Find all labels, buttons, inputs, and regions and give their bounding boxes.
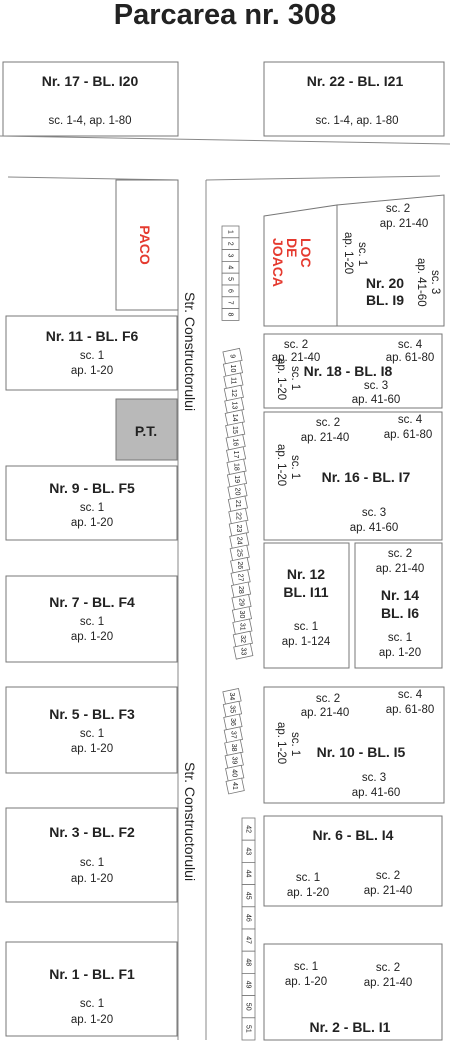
- block-ap: ap. 21-40: [271, 352, 321, 364]
- block-sc: sc. 3: [429, 270, 441, 295]
- parking-spot-label: 39: [230, 756, 238, 765]
- parking-spot-48[interactable]: [242, 951, 255, 973]
- parking-spot-label: 11: [229, 377, 237, 385]
- block-nr-14[interactable]: [355, 543, 442, 668]
- block-name: Nr. 1 - BL. F1: [49, 966, 135, 982]
- block-name: Nr. 12: [286, 566, 326, 582]
- block-name: Nr. 2 - BL. I1: [309, 1019, 391, 1035]
- parking-spot-1[interactable]: [222, 226, 239, 238]
- block-sc: sc. 1: [289, 455, 301, 480]
- parking-spot-45[interactable]: [242, 885, 255, 907]
- parking-spot-label: 18: [232, 462, 240, 471]
- block-ap: ap. 1-124: [281, 636, 331, 648]
- parking-spot-label: 22: [234, 512, 242, 520]
- block-nr-22[interactable]: [264, 62, 444, 136]
- block-ap: ap. 21-40: [300, 707, 350, 719]
- parking-spot-label: 28: [237, 585, 245, 594]
- block-sc: sc. 2: [375, 962, 401, 974]
- block-sc: sc. 1: [79, 350, 105, 362]
- parking-spot-2[interactable]: [222, 238, 239, 250]
- block-ap: ap. 1-20: [70, 743, 114, 755]
- parking-spot-label: 41: [231, 782, 239, 790]
- parking-spot-51[interactable]: [242, 1018, 255, 1040]
- block-ap: ap. 21-40: [379, 218, 429, 230]
- block-ap: ap. 21-40: [363, 885, 413, 897]
- block-ap: ap. 1-20: [275, 444, 287, 487]
- playground-label-3: JOACA: [270, 238, 286, 288]
- parking-spot-label: 31: [238, 622, 246, 631]
- block-ap: ap. 1-20: [378, 647, 422, 659]
- parking-spot-label: 45: [244, 891, 252, 900]
- parking-spot-6[interactable]: [222, 285, 239, 297]
- block-nr-18[interactable]: [264, 334, 442, 408]
- block-ap: ap. 41-60: [351, 394, 401, 406]
- parking-spot-label: 38: [229, 743, 237, 752]
- parking-spot-43[interactable]: [242, 840, 255, 862]
- block-sc: sc. 1: [79, 857, 105, 869]
- block-ap: ap. 1-20: [70, 365, 114, 377]
- block-nr-10[interactable]: [264, 687, 444, 803]
- block-nr-9[interactable]: [6, 466, 177, 540]
- parking-spot-label: 16: [231, 438, 239, 447]
- parking-spot-label: 49: [244, 980, 252, 989]
- parking-spot-label: 32: [238, 635, 246, 643]
- block-name: Nr. 22 - BL. I21: [306, 73, 404, 89]
- block-name: Nr. 11 - BL. F6: [45, 328, 139, 344]
- block-ap: ap. 61-80: [385, 704, 435, 716]
- power-station[interactable]: [116, 399, 177, 460]
- parking-spot-8[interactable]: [222, 309, 239, 321]
- parking-spot-label: 37: [229, 730, 237, 739]
- parking-spot-label: 19: [233, 475, 240, 484]
- block-name: Nr. 20: [365, 275, 405, 291]
- block-sc: sc. 2: [385, 203, 411, 215]
- block-ap: ap. 1-20: [284, 976, 328, 988]
- block-sc: sc. 1: [79, 998, 105, 1010]
- parking-spot-label: 5: [226, 277, 234, 282]
- block-name: Nr. 18 - BL. I8: [303, 363, 393, 379]
- parking-spot-label: 29: [237, 598, 245, 607]
- block-sc: sc. 4: [397, 689, 423, 701]
- parking-spot-label: 17: [232, 450, 240, 459]
- block-sc: sc. 1: [356, 242, 368, 267]
- parking-spot-label: 9: [228, 354, 236, 359]
- paco-label: PACO: [137, 225, 153, 265]
- block-name: BL. I9: [365, 292, 405, 308]
- block-nr-20[interactable]: [337, 195, 444, 326]
- parking-spot-label: 15: [231, 426, 239, 434]
- block-sc: sc. 3: [363, 380, 389, 392]
- block-ap: ap. 21-40: [363, 977, 413, 989]
- block-sc: sc. 1: [387, 632, 413, 644]
- parking-spot-label: 24: [235, 536, 243, 545]
- block-sc: sc. 1: [293, 621, 319, 633]
- parking-spots: [222, 226, 255, 1040]
- street-label-bottom: Str. Constructorului: [182, 762, 198, 882]
- pt-label: P.T.: [134, 423, 158, 439]
- parking-spot-41[interactable]: [226, 778, 244, 794]
- block-ap: ap. 41-60: [349, 522, 399, 534]
- block-sc: sc. 4: [397, 339, 423, 351]
- block-name: Nr. 14: [380, 587, 420, 603]
- parking-spot-label: 51: [244, 1025, 252, 1033]
- street-label-top: Str. Constructorului: [182, 292, 198, 412]
- block-sc: sc. 2: [283, 339, 309, 351]
- block-sc: sc. 4: [397, 414, 423, 426]
- parking-spot-label: 10: [228, 364, 236, 373]
- block-nr-3[interactable]: [6, 808, 177, 902]
- block-sc: sc. 1: [79, 616, 105, 628]
- block-sc: sc. 2: [315, 417, 341, 429]
- page-title: Parcarea nr. 308: [113, 0, 337, 31]
- parking-spot-44[interactable]: [242, 862, 255, 884]
- parking-spot-label: 42: [244, 825, 252, 833]
- parking-spot-label: 47: [244, 936, 252, 944]
- parking-spot-42[interactable]: [242, 818, 255, 840]
- block-name: Nr. 9 - BL. F5: [49, 480, 135, 496]
- block-name: Nr. 17 - BL. I20: [41, 73, 139, 89]
- block-name: Nr. 16 - BL. I7: [321, 469, 411, 485]
- block-nr-2[interactable]: [264, 944, 442, 1040]
- parking-spot-label: 43: [244, 847, 252, 856]
- block-ap: ap. 41-60: [415, 258, 427, 307]
- parking-spot-label: 26: [236, 561, 244, 570]
- block-nr-11[interactable]: [6, 316, 177, 390]
- parking-spot-label: 46: [244, 914, 252, 922]
- block-sc: sc. 2: [387, 548, 413, 560]
- block-name: BL. I11: [283, 584, 329, 600]
- block-ap: ap. 1-20: [342, 232, 354, 275]
- block-nr-17[interactable]: [3, 62, 178, 136]
- parking-spot-47[interactable]: [242, 929, 255, 951]
- block-sc: sc. 1: [289, 732, 301, 757]
- block-info: sc. 1-4, ap. 1-80: [48, 115, 132, 127]
- block-ap: ap. 1-20: [70, 631, 114, 643]
- parking-spot-label: 40: [230, 769, 238, 778]
- block-ap: ap. 61-80: [385, 352, 435, 364]
- block-name: BL. I6: [380, 605, 420, 621]
- playground-label-2: DE: [284, 238, 300, 258]
- parking-spot-label: 23: [234, 524, 242, 533]
- block-name: Nr. 3 - BL. F2: [49, 824, 135, 840]
- parking-spot-label: 36: [228, 718, 236, 726]
- block-sc: sc. 1: [293, 961, 319, 973]
- parking-spot-label: 48: [244, 958, 252, 967]
- parking-spot-label: 7: [226, 300, 234, 305]
- parking-spot-3[interactable]: [222, 250, 239, 262]
- road-line-top: [0, 136, 450, 144]
- block-ap: ap. 21-40: [300, 432, 350, 444]
- block-ap: ap. 1-20: [70, 1014, 114, 1026]
- parking-spot-label: 30: [237, 610, 245, 619]
- parking-spot-label: 8: [226, 312, 234, 317]
- parking-spot-label: 1: [226, 229, 234, 234]
- road-line-right: [206, 176, 440, 180]
- parking-spot-50[interactable]: [242, 996, 255, 1018]
- block-nr-7[interactable]: [6, 576, 177, 662]
- parking-spot-7[interactable]: [222, 297, 239, 309]
- block-name: Nr. 5 - BL. F3: [49, 706, 135, 722]
- parking-spot-label: 34: [228, 692, 235, 701]
- block-name: Nr. 7 - BL. F4: [49, 594, 135, 610]
- block-nr-5[interactable]: [6, 687, 177, 773]
- block-ap: ap. 1-20: [286, 887, 330, 899]
- parking-spot-49[interactable]: [242, 973, 255, 995]
- parking-spot-label: 13: [230, 401, 238, 410]
- block-ap: ap. 1-20: [70, 873, 114, 885]
- parking-spot-label: 25: [235, 549, 243, 557]
- block-sc: sc. 3: [361, 772, 387, 784]
- playground-label-1: LOC: [298, 238, 314, 268]
- parking-spot-label: 6: [226, 288, 234, 293]
- block-sc: sc. 2: [375, 870, 401, 882]
- parking-spot-label: 27: [236, 573, 244, 582]
- block-sc: sc. 2: [315, 693, 341, 705]
- parking-spot-label: 14: [230, 413, 238, 422]
- block-ap: ap. 1-20: [275, 722, 287, 765]
- block-nr-6[interactable]: [264, 816, 442, 906]
- parking-spot-label: 2: [226, 241, 234, 246]
- block-nr-16[interactable]: [264, 412, 442, 540]
- block-ap: ap. 21-40: [375, 563, 425, 575]
- paco-kiosk[interactable]: [116, 180, 178, 310]
- block-sc: sc. 1: [79, 728, 105, 740]
- block-ap: ap. 1-20: [70, 517, 114, 529]
- parking-spot-label: 12: [229, 389, 237, 397]
- block-ap: ap. 1-20: [275, 358, 287, 401]
- block-name: Nr. 6 - BL. I4: [312, 827, 394, 843]
- block-name: Nr. 10 - BL. I5: [316, 744, 406, 760]
- playground[interactable]: [264, 205, 337, 326]
- block-sc: sc. 1: [295, 872, 321, 884]
- parking-spot-label: 3: [226, 253, 234, 258]
- parking-spot-4[interactable]: [222, 261, 239, 273]
- parking-spot-label: 4: [226, 265, 234, 270]
- block-nr-12[interactable]: [264, 543, 349, 668]
- block-sc: sc. 1: [79, 502, 105, 514]
- block-ap: ap. 41-60: [351, 787, 401, 799]
- parking-spot-5[interactable]: [222, 273, 239, 285]
- block-ap: ap. 61-80: [383, 429, 433, 441]
- parking-spot-label: 20: [233, 487, 241, 496]
- block-sc: sc. 1: [289, 366, 301, 391]
- block-sc: sc. 3: [361, 507, 387, 519]
- parking-spot-label: 44: [244, 869, 252, 878]
- parking-spot-46[interactable]: [242, 907, 255, 929]
- block-nr-1[interactable]: [6, 942, 177, 1036]
- parking-spot-label: 50: [244, 1002, 252, 1011]
- parking-spot-label: 35: [228, 705, 236, 714]
- parking-spot-label: 33: [239, 647, 247, 656]
- block-info: sc. 1-4, ap. 1-80: [315, 115, 399, 127]
- parking-spot-label: 21: [233, 499, 241, 508]
